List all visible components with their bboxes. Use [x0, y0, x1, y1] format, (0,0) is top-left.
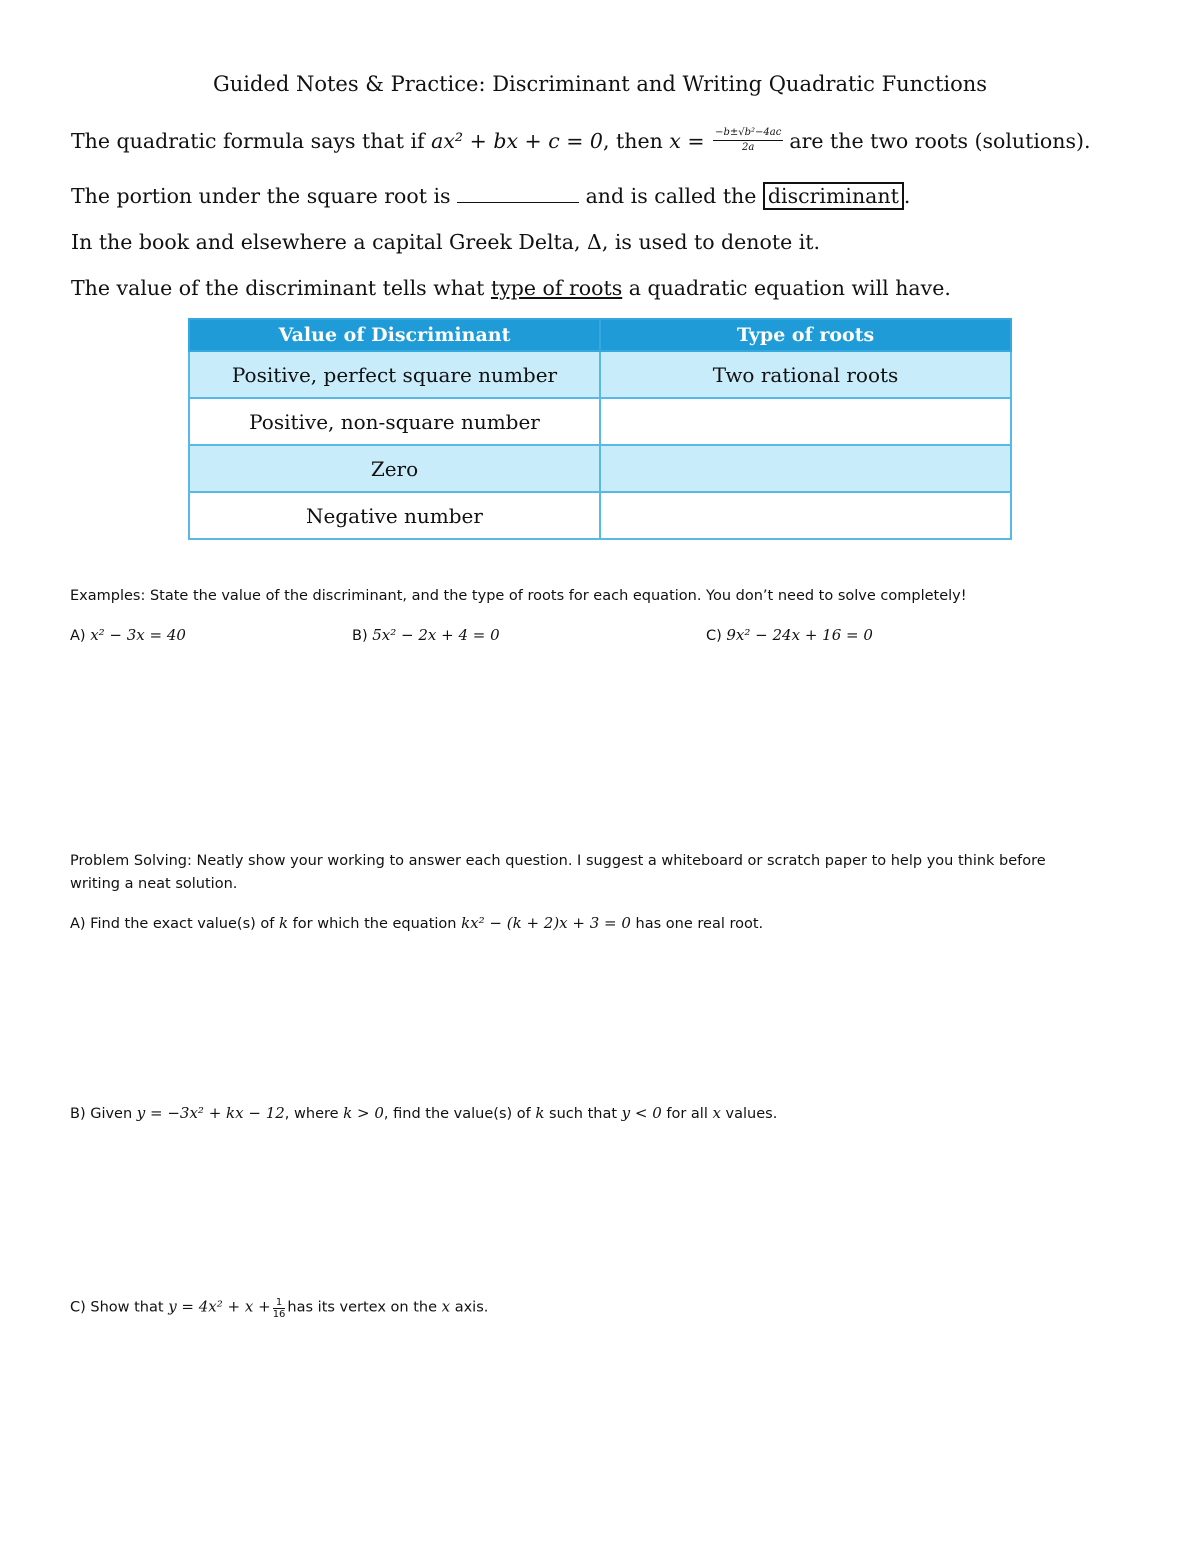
x-variable: x: [441, 1297, 451, 1316]
discriminant-line: [71, 184, 910, 208]
problem-b-text: for all: [661, 1106, 713, 1122]
problem-b-text: values.: [720, 1106, 778, 1122]
table-cell: Positive, non-square number: [189, 398, 600, 445]
table-row: [189, 398, 1011, 445]
formula-denominator: 2a: [742, 142, 755, 153]
problem-b-equation: y = −3x² + kx − 12: [136, 1104, 285, 1122]
fraction-numerator: 1: [273, 1297, 286, 1309]
x-variable: x: [712, 1104, 721, 1122]
table-row: [189, 351, 1011, 398]
problem-b-text: such that: [544, 1106, 622, 1122]
type-suffix: a quadratic equation will have.: [622, 276, 951, 300]
problem-c: [70, 1296, 488, 1319]
one-sixteenth-fraction: [273, 1297, 286, 1320]
problem-b: [70, 1104, 777, 1122]
problem-c-text: has its vertex on the: [287, 1299, 442, 1316]
table-row: [189, 445, 1011, 492]
table-cell: Zero: [189, 445, 600, 492]
fill-in-blank[interactable]: [457, 188, 579, 203]
example-a-equation: x² − 3x = 40: [90, 626, 186, 644]
example-c-equation: 9x² − 24x + 16 = 0: [726, 626, 873, 644]
type-of-roots-underlined: type of roots: [490, 276, 623, 300]
delta-line: In the book and elsewhere a capital Greek Delta, Δ, is used to denote it.: [71, 230, 821, 254]
type-of-roots-line: [71, 276, 951, 300]
k-variable: k: [535, 1104, 545, 1122]
formula-line: [71, 128, 1091, 157]
type-prefix: The value of the discriminant tells what: [71, 276, 491, 300]
k-variable: k: [278, 914, 289, 932]
problem-solving-intro-line-2: writing a neat solution.: [70, 876, 238, 892]
problem-b-text: , find the value(s) of: [383, 1106, 536, 1122]
formula-middle: , then: [602, 129, 670, 153]
formula-prefix: The quadratic formula says that if: [71, 129, 432, 153]
example-b-label: B): [352, 628, 373, 644]
problem-b-text: , where: [284, 1106, 344, 1122]
page-title: Guided Notes & Practice: Discriminant and Writing Quadratic Functions: [212, 72, 988, 96]
problem-c-text: axis.: [450, 1299, 489, 1316]
table-header-row: [189, 319, 1011, 351]
problem-c-text: C) Show that: [70, 1299, 169, 1316]
answer-cell[interactable]: [600, 445, 1011, 492]
table-cell: Two rational roots: [600, 351, 1011, 398]
example-a: [70, 626, 186, 644]
answer-cell[interactable]: [600, 398, 1011, 445]
problem-b-text: B) Given: [70, 1106, 137, 1122]
formula-suffix: are the two roots (solutions).: [789, 129, 1091, 153]
problem-a: [70, 914, 763, 932]
problem-a-text: A) Find the exact value(s) of: [70, 916, 279, 932]
formula-numerator: −b±√b²−4ac: [713, 126, 783, 141]
header-type-of-roots: Type of roots: [600, 319, 1011, 351]
examples-intro: Examples: State the value of the discriminant, and the type of roots for each equation. You don’t need to solve completely!: [70, 588, 967, 604]
example-a-label: A): [70, 628, 91, 644]
table-cell: Positive, perfect square number: [189, 351, 600, 398]
discriminant-suffix: .: [903, 184, 911, 208]
x-equals: x =: [669, 129, 705, 153]
problem-c-equation: y = 4x² + x +: [168, 1297, 271, 1316]
problem-b-condition: k > 0: [343, 1104, 384, 1122]
example-c-label: C): [706, 628, 727, 644]
discriminant-middle: and is called the: [579, 184, 763, 208]
problem-a-equation: kx² − (k + 2)x + 3 = 0: [461, 914, 631, 932]
problem-solving-intro-line-1: Problem Solving: Neatly show your working to answer each question. I suggest a whiteboard or scratch paper to help you think before: [70, 853, 1046, 869]
discriminant-prefix: The portion under the square root is: [71, 184, 458, 208]
answer-cell[interactable]: [600, 492, 1011, 539]
example-b-equation: 5x² − 2x + 4 = 0: [372, 626, 500, 644]
problem-b-inequality: y < 0: [621, 1104, 662, 1122]
table-row: [189, 492, 1011, 539]
header-value-of-discriminant: Value of Discriminant: [189, 319, 600, 351]
quadratic-equation: ax² + bx + c = 0: [431, 129, 603, 153]
problem-a-text: has one real root.: [630, 916, 764, 932]
example-c: [706, 626, 873, 644]
discriminant-table: [188, 318, 1012, 540]
table-cell: Negative number: [189, 492, 600, 539]
example-b: [352, 626, 500, 644]
discriminant-term-box: discriminant: [763, 182, 904, 210]
quadratic-formula-fraction: [713, 126, 783, 155]
fraction-denominator: 16: [272, 1309, 286, 1320]
problem-a-text: for which the equation: [288, 916, 462, 932]
